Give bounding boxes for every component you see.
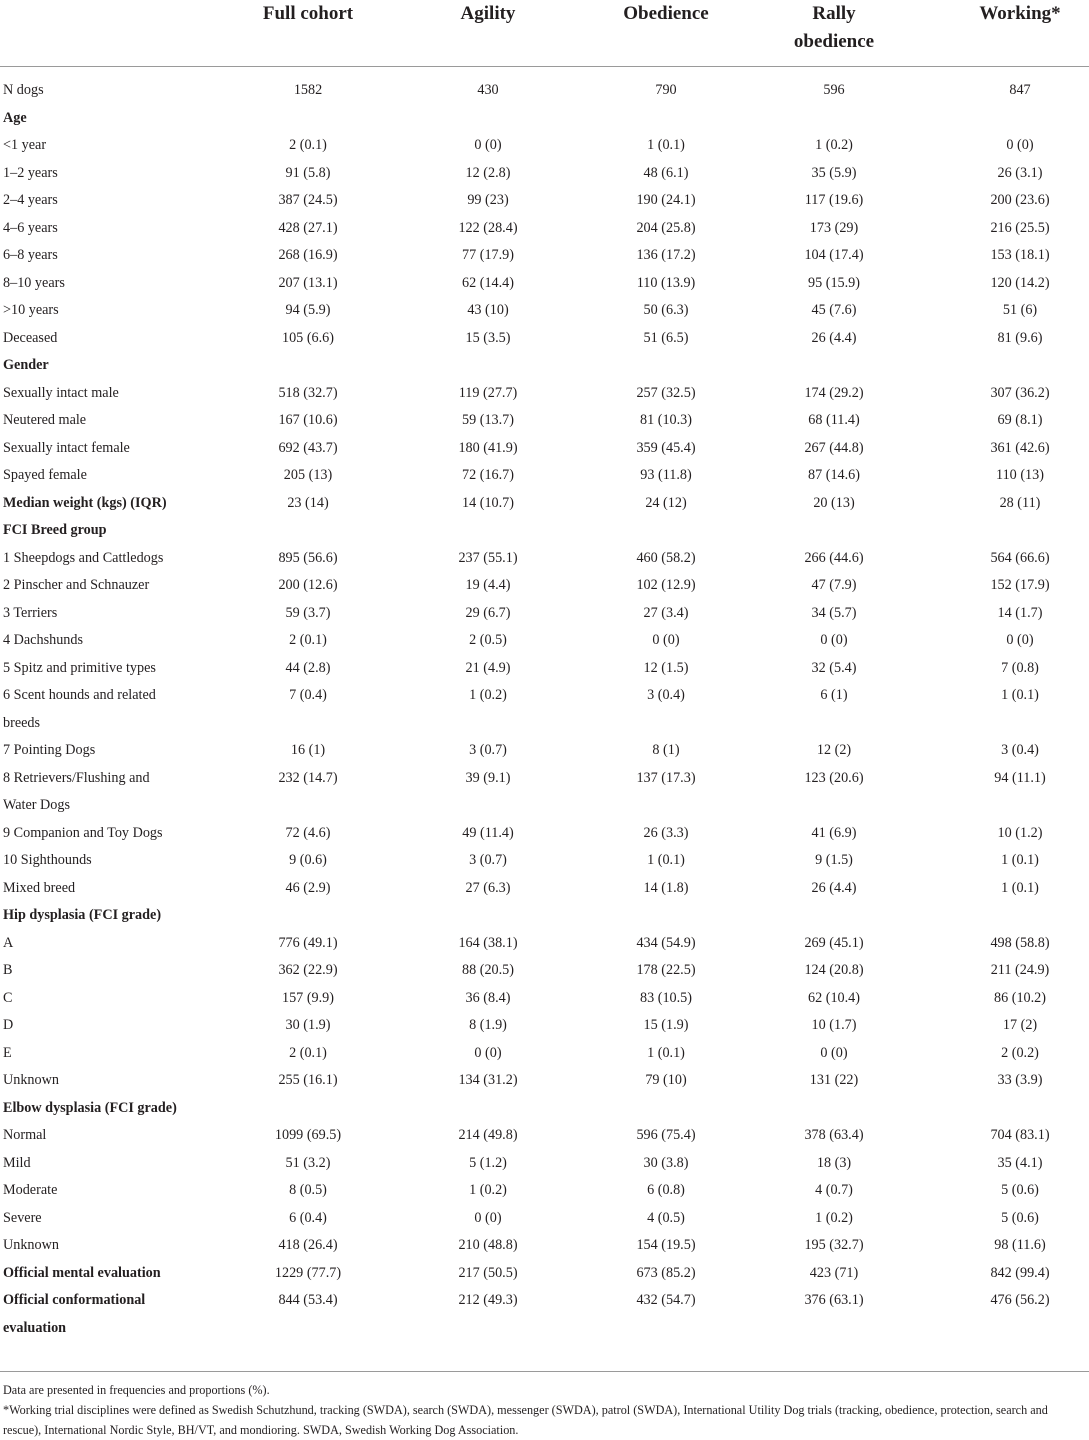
table-cell: 45 (7.6) [811, 302, 857, 318]
table-cell: 0 (0) [1006, 632, 1034, 648]
table-cell: 1 (0.2) [815, 137, 853, 153]
table-cell: 2 (0.1) [289, 1044, 327, 1061]
table-cell: 1 (0.1) [647, 1044, 685, 1061]
table-cell: 14 (1.7) [997, 604, 1043, 621]
row-label: N dogs [3, 82, 44, 98]
table-cell: 895 (56.6) [278, 549, 338, 566]
table-cell: 18 (3) [816, 1154, 852, 1171]
table-cell: 69 (8.1) [997, 412, 1043, 428]
row-label: 4 Dachshunds [3, 632, 83, 648]
table-cell: 3 (0.7) [469, 852, 507, 868]
table-cell: 423 (71) [809, 1264, 859, 1281]
table-row [0, 1122, 1089, 1149]
table-cell: 0 (0) [474, 1044, 502, 1061]
table-cell: 117 (19.6) [804, 192, 864, 208]
table-cell: 378 (63.4) [804, 1127, 864, 1143]
table-cell: 62 (10.4) [807, 989, 860, 1006]
row-label: >10 years [3, 302, 59, 318]
table-cell: 205 (13) [283, 467, 333, 483]
table-header-row [0, 0, 1089, 66]
table-cell: 24 (12) [645, 494, 687, 511]
section-label: FCI Breed group [3, 522, 107, 538]
section-label: Age [3, 109, 27, 126]
table-cell: 432 (54.7) [636, 1292, 696, 1308]
table-row [0, 655, 1089, 682]
table-cell: 2 (0.1) [289, 632, 327, 648]
section-header-row [0, 1095, 1089, 1122]
row-label: C [3, 989, 13, 1006]
table-row [0, 160, 1089, 187]
table-cell: 1 (0.1) [647, 137, 685, 153]
table-cell: 59 (13.7) [461, 412, 514, 428]
row-label: Official mental evaluation [3, 1264, 161, 1281]
row-label: 7 Pointing Dogs [3, 742, 96, 758]
footnote: Data are presented in frequencies and proportions (%). [3, 1383, 270, 1397]
table-cell: 62 (14.4) [461, 274, 514, 291]
table-cell: 9 (1.5) [815, 852, 853, 868]
table-row [0, 215, 1089, 242]
table-cell: 34 (5.7) [811, 604, 857, 621]
table-row [0, 380, 1089, 407]
table-cell: 167 (10.6) [278, 412, 338, 428]
row-label: 6 Scent hounds and related [3, 687, 156, 703]
table-cell: 518 (32.7) [278, 384, 338, 401]
row-label: Moderate [3, 1182, 58, 1198]
table-row [0, 820, 1089, 847]
table-row [0, 462, 1089, 489]
table-cell: 152 (17.9) [990, 577, 1050, 593]
row-label: Severe [3, 1209, 42, 1226]
table-cell: 28 (11) [999, 494, 1041, 511]
table-cell: 77 (17.9) [461, 247, 514, 263]
table-cell: 2 (0.5) [469, 632, 507, 648]
table-cell: 266 (44.6) [804, 549, 864, 566]
row-label: 8 Retrievers/Flushing and [3, 769, 150, 786]
table-cell: 51 (3.2) [285, 1154, 331, 1171]
table-cell: 257 (32.5) [636, 384, 696, 401]
table-cell: 430 [477, 82, 499, 98]
table-cell: 157 (9.9) [281, 989, 334, 1006]
table-row [0, 187, 1089, 214]
table-cell: 692 (43.7) [278, 439, 338, 456]
table-cell: 0 (0) [652, 632, 680, 648]
table-cell: 12 (2.8) [465, 164, 511, 181]
table-cell: 137 (17.3) [636, 769, 696, 786]
table-cell: 790 [655, 82, 677, 98]
table-cell: 10 (1.7) [811, 1017, 857, 1033]
table-row [0, 875, 1089, 902]
table-cell: 136 (17.2) [636, 247, 696, 263]
table-cell: 564 (66.6) [990, 549, 1050, 566]
table-cell: 180 (41.9) [458, 439, 518, 456]
row-label: Normal [3, 1127, 47, 1143]
table-cell: 164 (38.1) [458, 934, 518, 951]
table-cell: 86 (10.2) [993, 989, 1046, 1006]
table-cell: 847 [1009, 82, 1031, 98]
section-label: Gender [3, 357, 49, 373]
section-header-row [0, 517, 1089, 544]
table-cell: 83 (10.5) [639, 989, 692, 1006]
row-label: evaluation [3, 1319, 67, 1336]
table-row [0, 737, 1089, 764]
table-cell: 704 (83.1) [990, 1127, 1050, 1143]
row-label: 3 Terriers [3, 604, 58, 621]
table-cell: 94 (5.9) [285, 302, 331, 318]
table-cell: 93 (11.8) [640, 467, 692, 483]
table-row [0, 765, 1089, 792]
table-cell: 26 (4.4) [811, 329, 857, 346]
table-cell: 3 (0.4) [1001, 742, 1039, 758]
table-cell: 428 (27.1) [278, 219, 338, 236]
table-cell: 6 (0.4) [289, 1209, 327, 1226]
row-label: 10 Sighthounds [3, 852, 92, 868]
table-cell: 35 (5.9) [811, 164, 857, 181]
table-cell: 1 (0.1) [1001, 879, 1039, 896]
table-cell: 776 (49.1) [278, 934, 338, 951]
table-cell: 33 (3.9) [997, 1072, 1043, 1088]
table-cell: 21 (4.9) [465, 659, 511, 676]
table-cell: 88 (20.5) [461, 962, 514, 978]
table-cell: 10 (1.2) [997, 824, 1043, 841]
table-cell: 307 (36.2) [990, 384, 1050, 401]
table-cell: 123 (20.6) [804, 769, 864, 786]
row-label: 6–8 years [3, 247, 58, 263]
table-cell: 43 (10) [467, 302, 509, 318]
table-cell: 4 (0.5) [647, 1209, 685, 1226]
table-cell: 596 (75.4) [636, 1127, 696, 1143]
row-label: <1 year [3, 137, 47, 153]
row-label: Unknown [3, 1237, 59, 1253]
table-cell: 51 (6) [1002, 302, 1038, 318]
section-header-row [0, 352, 1089, 379]
table-row [0, 1150, 1089, 1177]
table-cell: 596 [823, 82, 845, 98]
table-cell: 361 (42.6) [990, 439, 1050, 456]
table-cell: 8 (1) [652, 742, 680, 758]
table-cell: 102 (12.9) [636, 577, 696, 593]
table-row-continuation [0, 710, 1089, 737]
table-row [0, 545, 1089, 572]
table-cell: 0 (0) [474, 1209, 502, 1226]
table-row [0, 627, 1089, 654]
row-label: 1–2 years [3, 164, 58, 181]
row-label: Sexually intact female [3, 439, 130, 456]
table-cell: 50 (6.3) [643, 302, 689, 318]
table-row [0, 1067, 1089, 1094]
table-cell: 434 (54.9) [636, 934, 696, 951]
column-header: Obedience [623, 3, 709, 24]
table-cell: 91 (5.8) [285, 164, 331, 181]
table-cell: 154 (19.5) [636, 1237, 696, 1253]
section-label: Elbow dysplasia (FCI grade) [3, 1099, 177, 1116]
table-cell: 1099 (69.5) [274, 1127, 342, 1143]
table-cell: 6 (0.8) [647, 1182, 685, 1198]
table-cell: 2 (0.1) [289, 137, 327, 153]
table-cell: 232 (14.7) [278, 769, 338, 786]
table-row [0, 930, 1089, 957]
table-cell: 173 (29) [809, 219, 859, 236]
table-row [0, 985, 1089, 1012]
table-cell: 44 (2.8) [285, 659, 331, 676]
table-cell: 39 (9.1) [465, 769, 511, 786]
table-cell: 153 (18.1) [990, 247, 1050, 263]
row-label: Mixed breed [3, 879, 76, 896]
table-cell: 4 (0.7) [815, 1182, 853, 1198]
table-cell: 95 (15.9) [807, 274, 860, 291]
row-label: D [3, 1017, 14, 1033]
table-cell: 47 (7.9) [811, 577, 857, 593]
table-cell: 27 (3.4) [643, 604, 689, 621]
table-cell: 5 (0.6) [1001, 1182, 1039, 1198]
table-cell: 72 (4.6) [285, 824, 331, 841]
table-row [0, 957, 1089, 984]
table-cell: 8 (1.9) [469, 1017, 507, 1033]
table-cell: 94 (11.1) [994, 769, 1046, 786]
table-cell: 0 (0) [474, 137, 502, 153]
table-cell: 81 (9.6) [997, 329, 1043, 346]
table-row [0, 242, 1089, 269]
table-cell: 98 (11.6) [994, 1237, 1046, 1253]
row-label: Median weight (kgs) (IQR) [3, 494, 167, 511]
row-label: Water Dogs [3, 797, 71, 813]
table-cell: 195 (32.7) [804, 1237, 864, 1253]
table-cell: 26 (3.3) [643, 824, 689, 841]
table-cell: 1 (0.2) [469, 1182, 507, 1198]
table-cell: 460 (58.2) [636, 549, 696, 566]
table-cell: 1229 (77.7) [274, 1264, 342, 1281]
table-cell: 12 (1.5) [643, 659, 689, 676]
row-label: 2–4 years [3, 192, 58, 208]
row-label: 5 Spitz and primitive types [3, 659, 156, 676]
table-cell: 237 (55.1) [458, 549, 518, 566]
table-cell: 0 (0) [820, 1044, 848, 1061]
table-cell: 14 (1.8) [643, 879, 689, 896]
table-cell: 255 (16.1) [278, 1072, 338, 1088]
table-row [0, 1260, 1089, 1287]
header-rule [0, 66, 1089, 67]
table-cell: 48 (6.1) [643, 164, 689, 181]
table-cell: 1 (0.1) [1001, 687, 1039, 703]
table-cell: 29 (6.7) [465, 604, 511, 621]
table-cell: 19 (4.4) [465, 577, 511, 593]
table-cell: 17 (2) [1002, 1017, 1038, 1033]
table-cell: 498 (58.8) [990, 934, 1050, 951]
table-row [0, 1287, 1089, 1314]
table-cell: 41 (6.9) [811, 824, 857, 841]
table-cell: 27 (6.3) [465, 879, 511, 896]
table-cell: 211 (24.9) [990, 962, 1050, 978]
row-label: E [3, 1044, 12, 1061]
table-cell: 3 (0.7) [469, 742, 507, 758]
row-label: 2 Pinscher and Schnauzer [3, 577, 150, 593]
table-cell: 72 (16.7) [461, 467, 514, 483]
table-cell: 1 (0.2) [469, 687, 507, 703]
table-cell: 5 (0.6) [1001, 1209, 1039, 1226]
row-label: Unknown [3, 1072, 59, 1088]
table-cell: 204 (25.8) [636, 219, 696, 236]
table-cell: 212 (49.3) [458, 1292, 518, 1308]
table-row [0, 325, 1089, 352]
table-cell: 8 (0.5) [289, 1182, 327, 1198]
column-header: Rally obedience [793, 3, 875, 52]
row-label: 8–10 years [3, 274, 65, 291]
table-cell: 104 (17.4) [804, 247, 864, 263]
table-cell: 30 (3.8) [643, 1154, 689, 1171]
table-cell: 216 (25.5) [990, 219, 1050, 236]
table-cell: 844 (53.4) [278, 1292, 338, 1308]
table-cell: 20 (13) [813, 494, 855, 511]
table-cell: 178 (22.5) [636, 962, 696, 978]
table-cell: 59 (3.7) [285, 604, 331, 621]
table-row [0, 270, 1089, 297]
table-cell: 1 (0.1) [1001, 852, 1039, 868]
table-cell: 119 (27.7) [458, 384, 518, 401]
table-cell: 15 (1.9) [643, 1017, 689, 1033]
table-cell: 99 (23) [467, 192, 509, 208]
table-cell: 35 (4.1) [997, 1154, 1043, 1171]
table-cell: 9 (0.6) [289, 852, 327, 868]
table-cell: 7 (0.4) [289, 687, 327, 703]
table-row [0, 1232, 1089, 1259]
row-label: Deceased [3, 329, 58, 346]
table-row [0, 297, 1089, 324]
table-cell: 87 (14.6) [807, 467, 860, 483]
table-cell: 210 (48.8) [458, 1237, 518, 1253]
table-cell: 68 (11.4) [808, 412, 860, 428]
table-cell: 46 (2.9) [285, 879, 331, 896]
table-cell: 122 (28.4) [458, 219, 518, 236]
table-footnotes [3, 1380, 1086, 1440]
table-cell: 214 (49.8) [458, 1127, 518, 1143]
row-label: Mild [3, 1154, 31, 1171]
table-cell: 120 (14.2) [990, 274, 1050, 291]
section-header-row [0, 902, 1089, 929]
column-header: Agility [460, 3, 516, 24]
table-row-continuation [0, 792, 1089, 819]
table-cell: 217 (50.5) [458, 1264, 518, 1281]
table-cell: 30 (1.9) [285, 1017, 331, 1033]
table-row [0, 847, 1089, 874]
table-cell: 131 (22) [809, 1072, 859, 1088]
table-cell: 32 (5.4) [811, 659, 857, 676]
table-cell: 6 (1) [820, 687, 848, 703]
table-cell: 387 (24.5) [278, 192, 338, 208]
table-cell: 269 (45.1) [804, 934, 864, 951]
table-row [0, 1205, 1089, 1232]
footnote: *Working trial disciplines were defined as Swedish Schutzhund, tracking (SWDA), search (SWDA), messenger (SWDA), patrol (SWDA), International Utility Dog trials (tracking, obedience, protection, search and rescue), International Nordic Style, BH/VT, and mondioring. SWDA, Swedish Working Dog Association. [3, 1403, 1048, 1437]
row-label: Spayed female [3, 467, 87, 483]
table-row [0, 407, 1089, 434]
table-cell: 26 (4.4) [811, 879, 857, 896]
table-cell: 174 (29.2) [804, 384, 864, 401]
table-cell: 1582 [293, 82, 323, 98]
table-cell: 359 (45.4) [636, 439, 696, 456]
table-cell: 376 (63.1) [804, 1292, 864, 1308]
table-cell: 36 (8.4) [465, 989, 511, 1006]
table-row [0, 600, 1089, 627]
table-cell: 16 (1) [290, 742, 326, 758]
table-row [0, 682, 1089, 709]
table-cell: 190 (24.1) [636, 192, 696, 208]
table-cell: 3 (0.4) [647, 687, 685, 703]
row-label: A [3, 934, 14, 951]
table-cell: 418 (26.4) [278, 1237, 338, 1253]
table-cell: 124 (20.8) [804, 962, 864, 978]
table-cell: 842 (99.4) [990, 1264, 1050, 1281]
table-cell: 7 (0.8) [1001, 659, 1039, 676]
table-cell: 26 (3.1) [997, 164, 1043, 181]
table-cell: 105 (6.6) [281, 329, 334, 346]
table-cell: 23 (14) [287, 494, 329, 511]
table-cell: 2 (0.2) [1001, 1044, 1039, 1061]
table-row [0, 490, 1089, 517]
table-row-continuation [0, 1315, 1089, 1342]
table-row [0, 1012, 1089, 1039]
table-cell: 268 (16.9) [278, 247, 338, 263]
table-cell: 110 (13) [996, 467, 1044, 483]
table-cell: 51 (6.5) [643, 329, 689, 346]
table-cell: 200 (23.6) [990, 192, 1050, 208]
table-cell: 14 (10.7) [461, 494, 514, 511]
table-cell: 79 (10) [645, 1072, 687, 1088]
table-row [0, 1177, 1089, 1204]
row-label: Sexually intact male [3, 384, 119, 401]
table-cell: 207 (13.1) [278, 274, 338, 291]
column-header: Working* [979, 3, 1061, 24]
column-header: Full cohort [262, 3, 354, 24]
table-cell: 81 (10.3) [639, 412, 692, 428]
row-label: B [3, 962, 13, 978]
row-label: 4–6 years [3, 219, 58, 236]
table-cell: 12 (2) [816, 742, 852, 758]
table-row [0, 1040, 1089, 1067]
table-cell: 15 (3.5) [465, 329, 511, 346]
section-label: Hip dysplasia (FCI grade) [3, 907, 162, 923]
table-cell: 476 (56.2) [990, 1292, 1050, 1308]
row-label: breeds [3, 714, 41, 731]
table-cell: 673 (85.2) [636, 1264, 696, 1281]
row-label: 9 Companion and Toy Dogs [3, 824, 163, 841]
table-cell: 49 (11.4) [462, 824, 514, 841]
table-cell: 0 (0) [820, 632, 848, 648]
table-cell: 110 (13.9) [636, 274, 696, 291]
row-label: 1 Sheepdogs and Cattledogs [3, 549, 164, 566]
table-cell: 200 (12.6) [278, 577, 338, 593]
table-cell: 134 (31.2) [458, 1072, 518, 1088]
table-row [0, 132, 1089, 159]
table-row [0, 435, 1089, 462]
section-header-row [0, 105, 1089, 132]
row-label: Neutered male [3, 412, 87, 428]
row-label: Official conformational [3, 1292, 146, 1308]
table-cell: 1 (0.2) [815, 1209, 853, 1226]
bottom-rule [0, 1371, 1089, 1372]
table-row [0, 77, 1089, 104]
table-cell: 267 (44.8) [804, 439, 864, 456]
table-cell: 5 (1.2) [469, 1154, 507, 1171]
table-cell: 1 (0.1) [647, 852, 685, 868]
table-cell: 362 (22.9) [278, 962, 338, 978]
table-cell: 0 (0) [1006, 137, 1034, 153]
table-row [0, 572, 1089, 599]
